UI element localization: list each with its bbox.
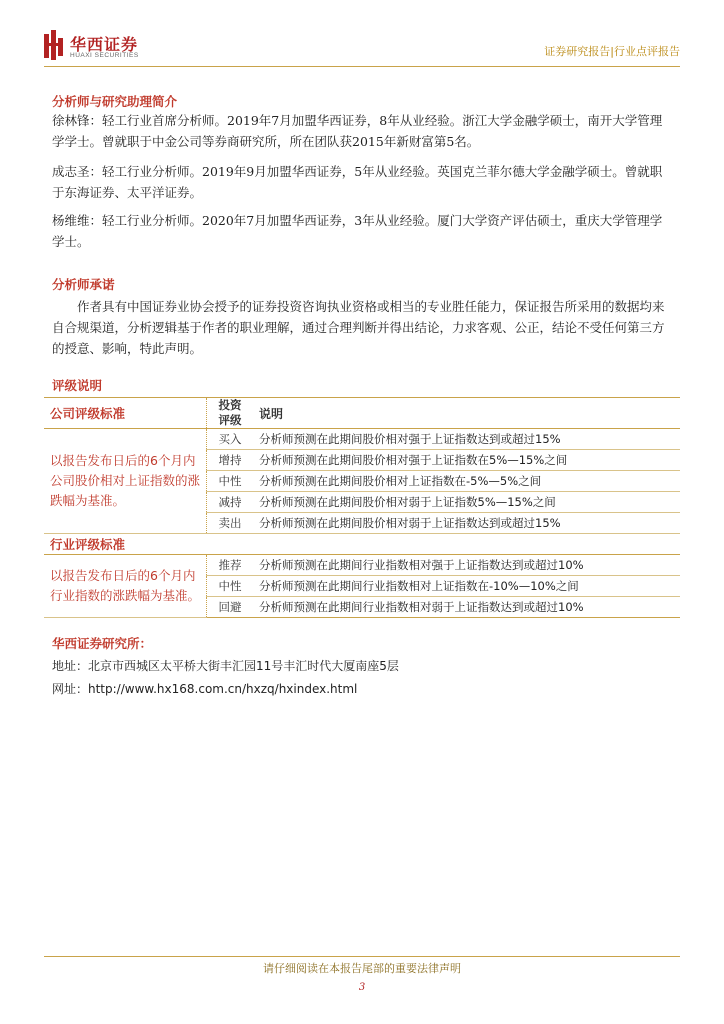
brand-name: 华西证券 (70, 35, 139, 54)
rating-desc: 分析师预测在此期间股价相对强于上证指数达到或超过15% (253, 429, 680, 450)
brand-name-en: HUAXI SECURITIES (70, 52, 139, 59)
footer-divider (44, 956, 680, 957)
analyst-bio-1: 徐林锋：轻工行业首席分析师。2019年7月加盟华西证券，8年从业经验。浙江大学金融学硕士，南开大学管理学学士。曾就职于中金公司等券商研究所，所在团队获2015年新财富第5名。 (52, 113, 663, 149)
rating-desc: 分析师预测在此期间行业指数相对强于上证指数达到或超过10% (253, 555, 680, 576)
col-investment: 投资评级 (207, 398, 254, 429)
rating-desc: 分析师预测在此期间股价相对弱于上证指数5%—15%之间 (253, 492, 680, 513)
commitment-text: 作者具有中国证券业协会授予的证券投资咨询执业资格或相当的专业胜任能力，保证报告所采用的数据均来自合规渠道，分析逻辑基于作者的职业理解，通过合理判断并得出结论，力求客观、公正，结论不受任何第三方的授意、影响，特此声明。 (52, 299, 665, 356)
rating-level: 卖出 (207, 513, 254, 534)
report-type: 证券研究报告|行业点评报告 (544, 45, 680, 58)
rating-desc: 分析师预测在此期间行业指数相对上证指数在-10%—10%之间 (253, 576, 680, 597)
institute-website[interactable]: 网址：http://www.hx168.com.cn/hxzq/hxindex.html (52, 682, 358, 696)
analyst-bio-3: 杨维维：轻工行业分析师。2020年7月加盟华西证券，3年从业经验。厦门大学资产评估硕士，重庆大学管理学学士。 (52, 213, 663, 249)
rating-desc: 分析师预测在此期间股价相对上证指数在-5%—5%之间 (253, 471, 680, 492)
rating-level: 减持 (207, 492, 254, 513)
rating-table (44, 397, 680, 618)
rating-level: 推荐 (207, 555, 254, 576)
huaxi-logo-icon (44, 30, 64, 60)
company-standard-desc: 以报告发布日后的6个月内公司股价相对上证指数的涨跌幅为基准。 (44, 429, 207, 534)
header-divider (44, 66, 680, 67)
commitment-title: 分析师承诺 (52, 277, 115, 292)
rating-level: 中性 (207, 471, 254, 492)
analyst-bio-2: 成志圣：轻工行业分析师。2019年9月加盟华西证券，5年从业经验。英国克兰菲尔德大学金融学硕士。曾就职于东海证券、太平洋证券。 (52, 164, 663, 200)
rating-desc: 分析师预测在此期间股价相对强于上证指数在5%—15%之间 (253, 450, 680, 471)
institute-title: 华西证券研究所： (52, 636, 153, 651)
table-row (44, 555, 680, 576)
institute-address: 地址：北京市西城区太平桥大街丰汇园11号丰汇时代大厦南座5层 (52, 659, 399, 673)
page-header (44, 30, 680, 64)
analysts-title: 分析师与研究助理简介 (52, 94, 178, 109)
rating-title: 评级说明 (52, 378, 103, 393)
industry-standard-title: 行业评级标准 (44, 534, 680, 555)
rating-desc: 分析师预测在此期间股价相对弱于上证指数达到或超过15% (253, 513, 680, 534)
legal-notice: 请仔细阅读在本报告尾部的重要法律声明 (263, 962, 461, 975)
col-standard: 公司评级标准 (44, 398, 207, 429)
industry-title-row (44, 534, 680, 555)
rating-level: 买入 (207, 429, 254, 450)
rating-desc: 分析师预测在此期间行业指数相对弱于上证指数达到或超过10% (253, 597, 680, 618)
rating-level: 回避 (207, 597, 254, 618)
rating-level: 增持 (207, 450, 254, 471)
page-number: 3 (358, 982, 366, 993)
industry-standard-desc: 以报告发布日后的6个月内行业指数的涨跌幅为基准。 (44, 555, 207, 618)
table-row (44, 429, 680, 450)
rating-level: 中性 (207, 576, 254, 597)
rating-table-header (44, 398, 680, 429)
col-desc: 说明 (253, 398, 680, 429)
